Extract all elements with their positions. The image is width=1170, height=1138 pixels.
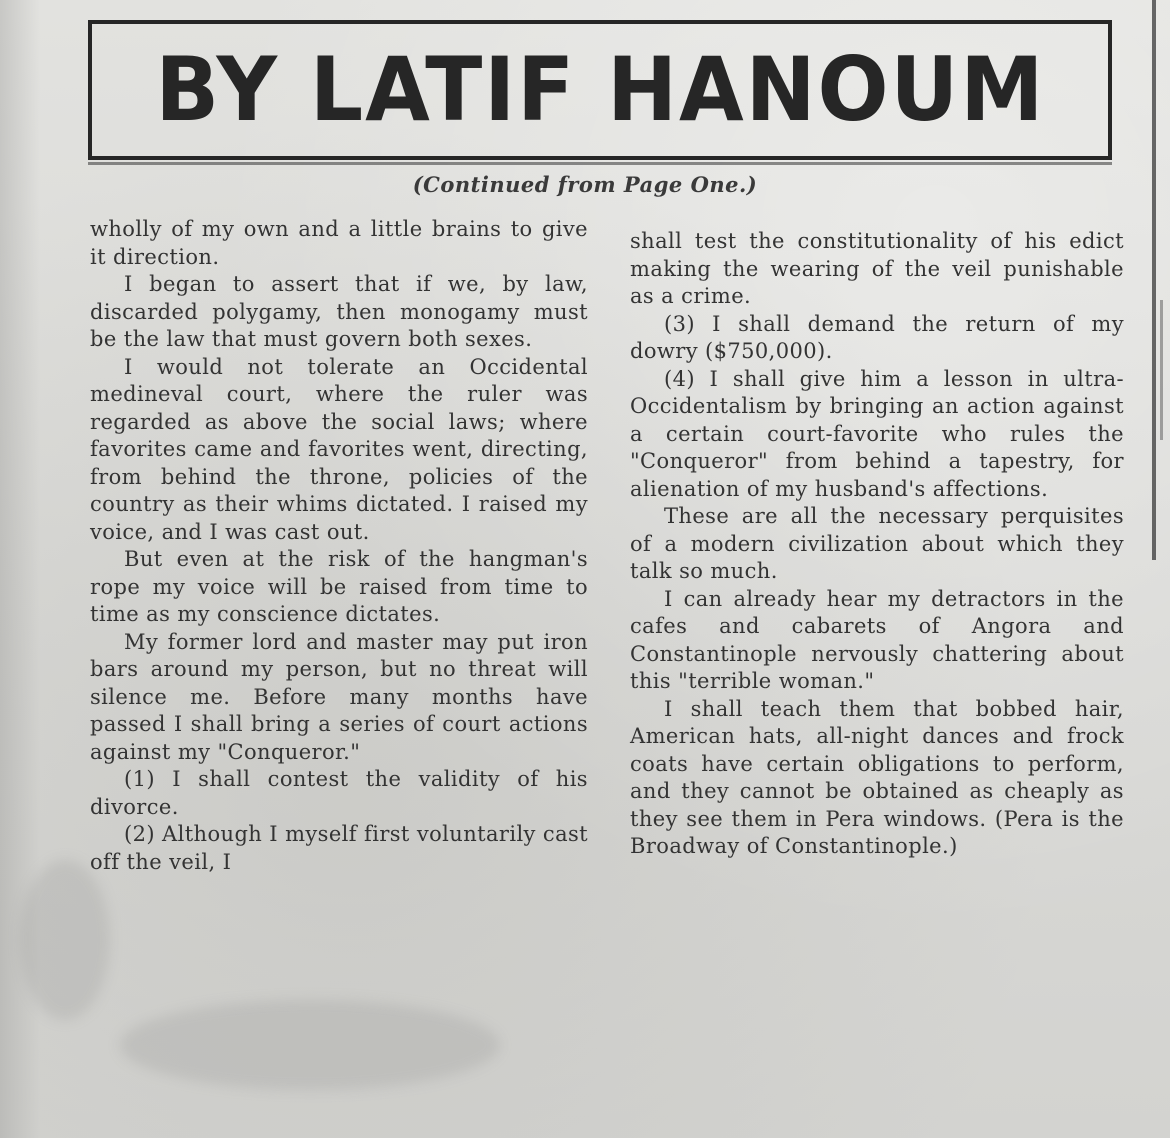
headline-box: [88, 20, 1112, 160]
column-rule: [1152, 0, 1156, 560]
paragraph: I would not tolerate an Occidental medineval court, where the ruler was regarded as above the social laws; where favorites came and favorites went, directing, from behind the throne, policies of the country as their whims dictated. I raised my voice, and I was cast out.: [90, 354, 588, 544]
column-rule-faint: [1160, 300, 1163, 440]
paragraph: These are all the necessary perquisites of a modern civilization about which they talk so much.: [630, 504, 1124, 583]
left-column: [90, 216, 588, 876]
paragraph: (2) Although I myself first voluntarily cast off the veil, I: [90, 822, 588, 874]
paragraph: But even at the risk of the hangman's rope my voice will be raised from time to time as my conscience dictates.: [90, 547, 588, 626]
paragraph: I can already hear my detractors in the cafes and cabarets of Angora and Constantinople nervously chattering about this "terrible woman.": [630, 586, 1124, 693]
paragraph: (1) I shall contest the validity of his divorce.: [90, 767, 588, 819]
paragraph: wholly of my own and a little brains to give it direction.: [90, 217, 588, 269]
ink-smudge: [20, 860, 110, 1020]
paragraph: (3) I shall demand the return of my dowry ($750,000).: [630, 311, 1124, 363]
headline: BY LATIF HANOUM: [155, 38, 1045, 141]
paragraph: I shall teach them that bobbed hair, American hats, all-night dances and frock coats have certain obligations to perform, and they cannot be obtained as cheaply as they see them in Pera windows. (Pera is the Broadway of Constantinople.): [630, 696, 1124, 858]
continued-note: (Continued from Page One.): [412, 172, 758, 197]
paragraph: My former lord and master may put iron bars around my person, but no threat will silence me. Before many months have passed I shall bring a series of court actions against my "Conqueror.": [90, 629, 588, 764]
ink-smudge: [120, 1000, 500, 1090]
paragraph: I began to assert that if we, by law, discarded polygamy, then monogamy must be the law that must govern both sexes.: [90, 272, 588, 351]
paragraph: shall test the constitutionality of his edict making the wearing of the veil punishable as a crime.: [630, 229, 1124, 308]
right-column: [630, 228, 1124, 861]
paragraph: (4) I shall give him a lesson in ultra-Occidentalism by bringing an action against a certain court-favorite who rules the "Conqueror" from behind a tapestry, for alienation of my husband's affections.: [630, 366, 1124, 501]
